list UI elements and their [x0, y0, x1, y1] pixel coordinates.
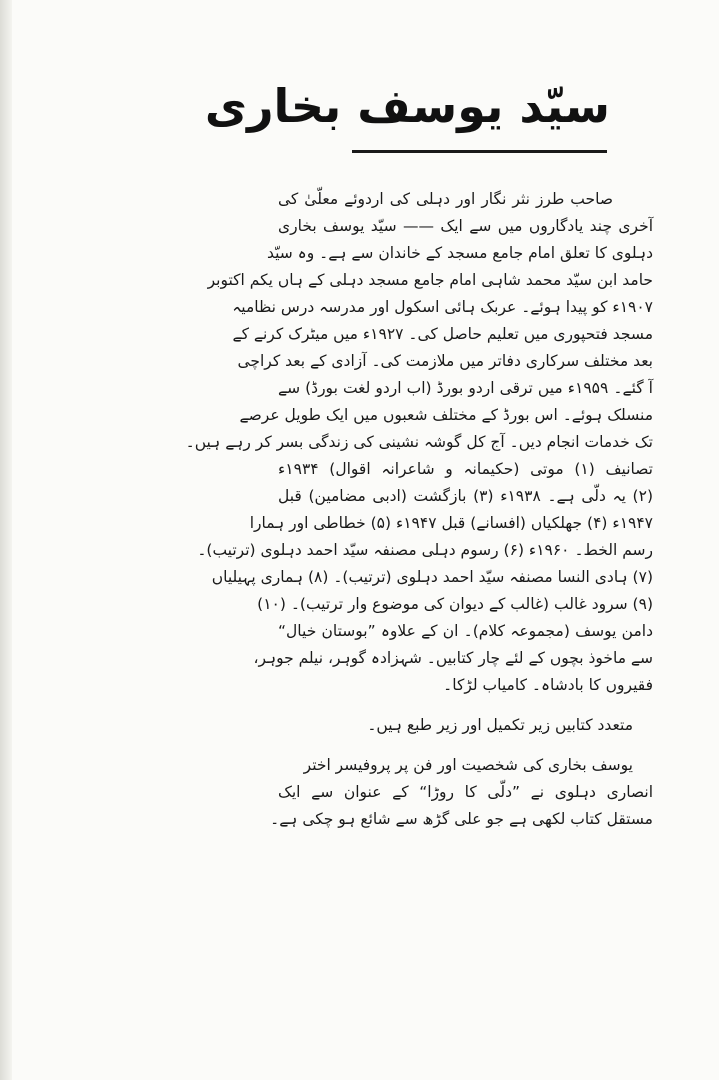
text-line: بعد مختلف سرکاری دفاتر میں ملازمت کی۔ آزادی کے بعد کراچی — [237, 352, 653, 370]
biography-text — [185, 186, 653, 833]
text-line: متعدد کتابیں زیر تکمیل اور زیر طبع ہیں۔ — [367, 716, 633, 734]
text-line: ۱۹۴۷ء (۴) جھلکیاں (افسانے) قبل ۱۹۴۷ء (۵) خطاطی اور ہمارا — [249, 514, 653, 532]
text-line: رسم الخط۔ ۱۹۶۰ء (۶) رسوم دہلی مصنفہ سیّد احمد دہلوی (ترتیب)۔ — [197, 541, 653, 559]
text-line: یوسف بخاری کی شخصیت اور فن پر پروفیسر اختر — [303, 756, 633, 774]
text-line: (۹) سرود غالب (غالب کے دیوان کی موضوع وار ترتیب)۔ (۱۰) — [257, 595, 653, 613]
text-line: دہلوی کا تعلق امام جامع مسجد کے خاندان سے ہے۔ وہ سیّد — [266, 244, 653, 262]
text-line: صاحب طرز نثر نگار اور دہلی کی اردوئے معلّیٰ کی — [278, 190, 613, 208]
title-underline — [352, 150, 607, 153]
text-line: آخری چند یادگاروں میں سے ایک —— سیّد یوسف بخاری — [278, 217, 653, 235]
text-line: (۲) یہ دلّی ہے۔ ۱۹۳۸ء (۳) بازگشت (ادبی مضامین) قبل — [278, 487, 653, 505]
text-line: مسجد فتحپوری میں تعلیم حاصل کی۔ ۱۹۲۷ء میں میٹرک کرنے کے — [232, 325, 653, 343]
text-line: تصانیف (۱) موتی (حکیمانہ و شاعرانہ اقوال) ۱۹۳۴ء — [278, 460, 653, 478]
text-line: آ گئے۔ ۱۹۵۹ء میں ترقی اردو بورڈ (اب اردو لغت بورڈ) سے — [278, 379, 653, 397]
text-line: فقیروں کا بادشاہ۔ کامیاب لڑکا۔ — [443, 676, 653, 694]
text-line: دامن یوسف (مجموعہ کلام)۔ ان کے علاوہ ”بوستان خیال“ — [278, 622, 653, 640]
text-line: سے ماخوذ بچوں کے لئے چار کتابیں۔ شہزادہ گوہر، نیلم جوہر، — [253, 649, 653, 667]
page-edge-shadow — [0, 0, 12, 1080]
text-line: مستقل کتاب لکھی ہے جو علی گڑھ سے شائع ہو چکی ہے۔ — [270, 810, 653, 828]
text-line: انصاری دہلوی نے ”دلّی کا روڑا“ کے عنوان سے ایک — [278, 783, 653, 801]
text-line: ۱۹۰۷ء کو پیدا ہوئے۔ عربک ہائی اسکول اور مدرسہ درس نظامیہ — [232, 298, 653, 316]
text-line: حامد ابن سیّد محمد شاہی امام جامع مسجد دہلی کے ہاں یکم اکتوبر — [207, 271, 653, 289]
page-title: سیّد یوسف بخاری — [204, 79, 610, 133]
text-line: (۷) ہادی النسا مصنفہ سیّد احمد دہلوی (ترتیب)۔ (۸) ہماری پہیلیاں — [211, 568, 653, 586]
text-line: تک خدمات انجام دیں۔ آج کل گوشہ نشینی کی زندگی بسر کر رہے ہیں۔ — [185, 433, 653, 451]
text-line: منسلک ہوئے۔ اس بورڈ کے مختلف شعبوں میں ایک طویل عرصے — [239, 406, 653, 424]
